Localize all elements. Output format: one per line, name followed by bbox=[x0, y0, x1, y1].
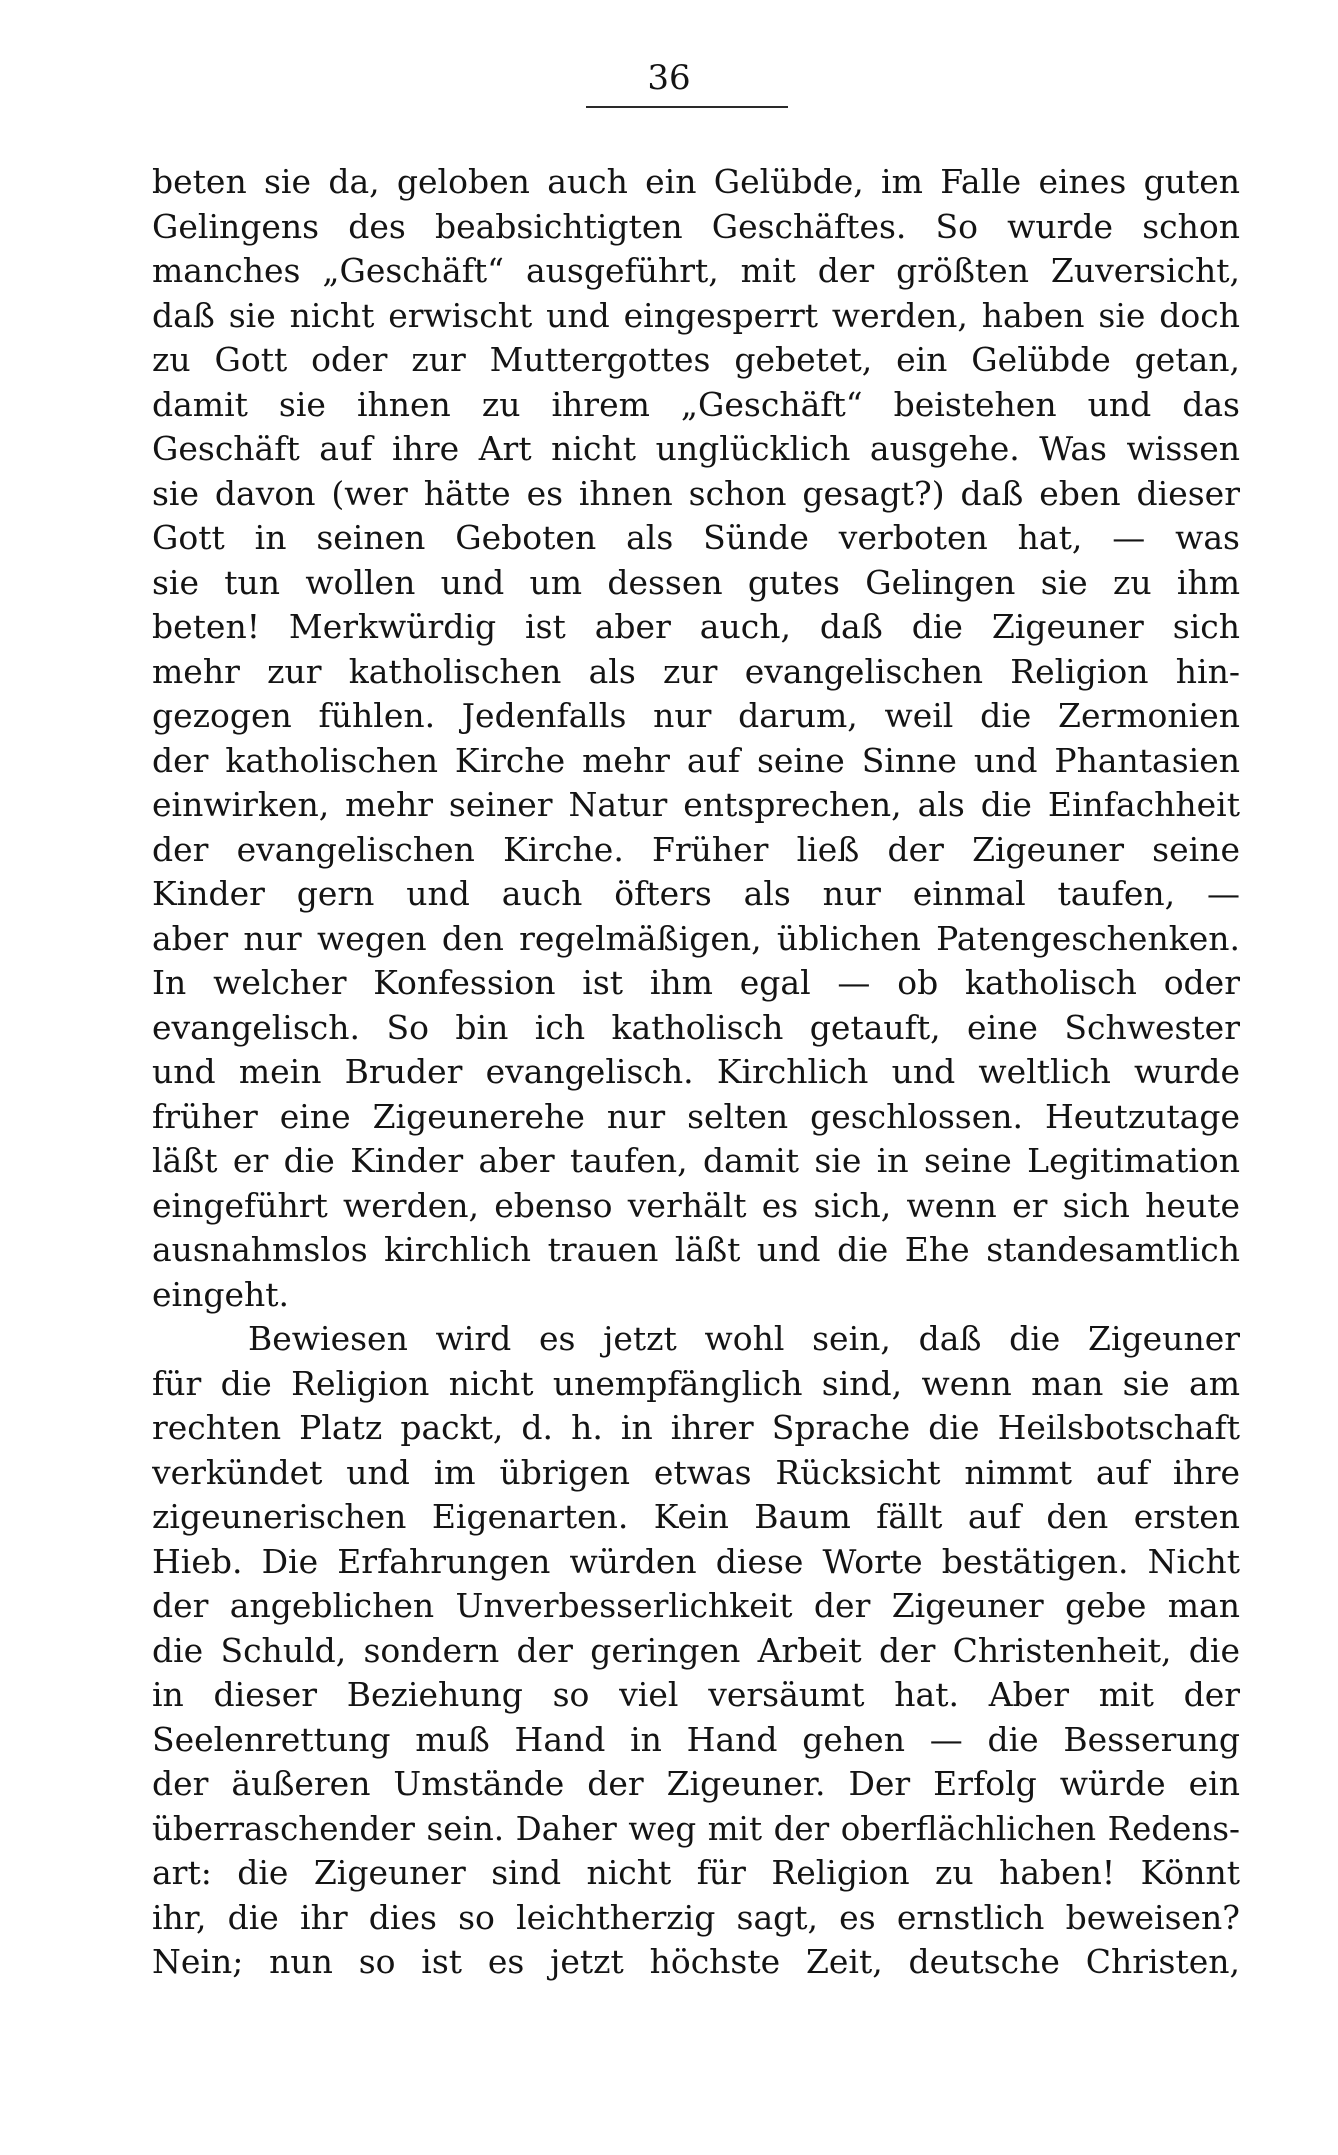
text-line: in dieser Beziehung so viel versäumt hat. Aber mit der bbox=[152, 1675, 1240, 1714]
text-line: der katholischen Kirche mehr auf seine Sinne und Phantasien bbox=[152, 740, 1240, 780]
text-line: damit sie ihnen zu ihrem „Geschäft“ beistehen und das bbox=[152, 384, 1240, 424]
paragraph-start-line: Bewiesen wird es jetzt wohl sein, daß die Zigeuner bbox=[248, 1319, 1240, 1358]
text-line: aber nur wegen den regelmäßigen, üblichen Patengeschenken. bbox=[152, 918, 1240, 958]
text-line: Kinder gern und auch öfters als nur einmal taufen, — bbox=[152, 874, 1240, 913]
text-line: daß sie nicht erwischt und eingesperrt werden, haben sie doch bbox=[152, 295, 1240, 335]
text-line: der angeblichen Unverbesserlichkeit der Zigeuner gebe man bbox=[152, 1586, 1240, 1625]
text-line: zu Gott oder zur Muttergottes gebetet, ein Gelübde getan, bbox=[152, 340, 1240, 379]
text-line: sie tun wollen und um dessen gutes Gelingen sie zu ihm bbox=[152, 562, 1240, 602]
paragraph-end-line: eingeht. bbox=[152, 1274, 289, 1314]
text-line: für die Religion nicht unempfänglich sind, wenn man sie am bbox=[152, 1363, 1240, 1403]
text-line: beten sie da, geloben auch ein Gelübde, im Falle eines guten bbox=[152, 162, 1240, 201]
text-line: ihr, die ihr dies so leichtherzig sagt, es ernstlich beweisen? bbox=[152, 1897, 1240, 1937]
text-line: der äußeren Umstände der Zigeuner. Der Erfolg würde ein bbox=[152, 1764, 1240, 1803]
text-line: einwirken, mehr seiner Natur entsprechen, als die Einfachheit bbox=[152, 785, 1240, 824]
text-line: rechten Platz packt, d. h. in ihrer Sprache die Heilsbotschaft bbox=[152, 1408, 1240, 1447]
text-line: gezogen fühlen. Jedenfalls nur darum, weil die Zermonien bbox=[152, 696, 1240, 735]
text-line: Nein; nun so ist es jetzt höchste Zeit, deutsche Christen, bbox=[152, 1942, 1240, 1981]
header-rule bbox=[586, 106, 788, 108]
text-line: Hieb. Die Erfahrungen würden diese Worte bestätigen. Nicht bbox=[152, 1541, 1240, 1581]
text-line: eingeführt werden, ebenso verhält es sich, wenn er sich heute bbox=[152, 1185, 1240, 1225]
text-line: ausnahmslos kirchlich trauen läßt und die Ehe standesamtlich bbox=[152, 1230, 1240, 1269]
text-line: Seelenrettung muß Hand in Hand gehen — die Besserung bbox=[152, 1719, 1240, 1759]
text-line: mehr zur katholischen als zur evangelischen Religion hin- bbox=[152, 651, 1240, 691]
text-line: Gelingens des beabsichtigten Geschäftes. So wurde schon bbox=[152, 206, 1240, 246]
text-line: überraschender sein. Daher weg mit der oberflächlichen Redens- bbox=[152, 1809, 1240, 1848]
text-line: Gott in seinen Geboten als Sünde verboten hat, — was bbox=[152, 518, 1240, 557]
text-line: manches „Geschäft“ ausgeführt, mit der größten Zuversicht, bbox=[152, 251, 1240, 290]
text-line: In welcher Konfession ist ihm egal — ob katholisch oder bbox=[152, 963, 1240, 1002]
text-line: früher eine Zigeunerehe nur selten geschlossen. Heutzutage bbox=[152, 1096, 1240, 1136]
text-line: der evangelischen Kirche. Früher ließ der Zigeuner seine bbox=[152, 829, 1240, 869]
text-line: die Schuld, sondern der geringen Arbeit der Christenheit, die bbox=[152, 1630, 1240, 1670]
text-line: Geschäft auf ihre Art nicht unglücklich ausgehe. Was wissen bbox=[152, 429, 1240, 468]
text-line: und mein Bruder evangelisch. Kirchlich und weltlich wurde bbox=[152, 1052, 1240, 1091]
text-line: verkündet und im übrigen etwas Rücksicht nimmt auf ihre bbox=[152, 1452, 1240, 1492]
body-text bbox=[152, 160, 1240, 1985]
text-line: zigeunerischen Eigenarten. Kein Baum fällt auf den ersten bbox=[152, 1497, 1240, 1536]
page-number: 36 bbox=[647, 58, 691, 98]
text-line: art: die Zigeuner sind nicht für Religion zu haben! Könnt bbox=[152, 1853, 1240, 1892]
text-line: läßt er die Kinder aber taufen, damit sie in seine Legitimation bbox=[152, 1141, 1240, 1180]
text-line: beten! Merkwürdig ist aber auch, daß die Zigeuner sich bbox=[152, 607, 1240, 646]
text-line: sie davon (wer hätte es ihnen schon gesagt?) daß eben dieser bbox=[152, 473, 1240, 513]
text-line: evangelisch. So bin ich katholisch getauft, eine Schwester bbox=[152, 1007, 1240, 1047]
